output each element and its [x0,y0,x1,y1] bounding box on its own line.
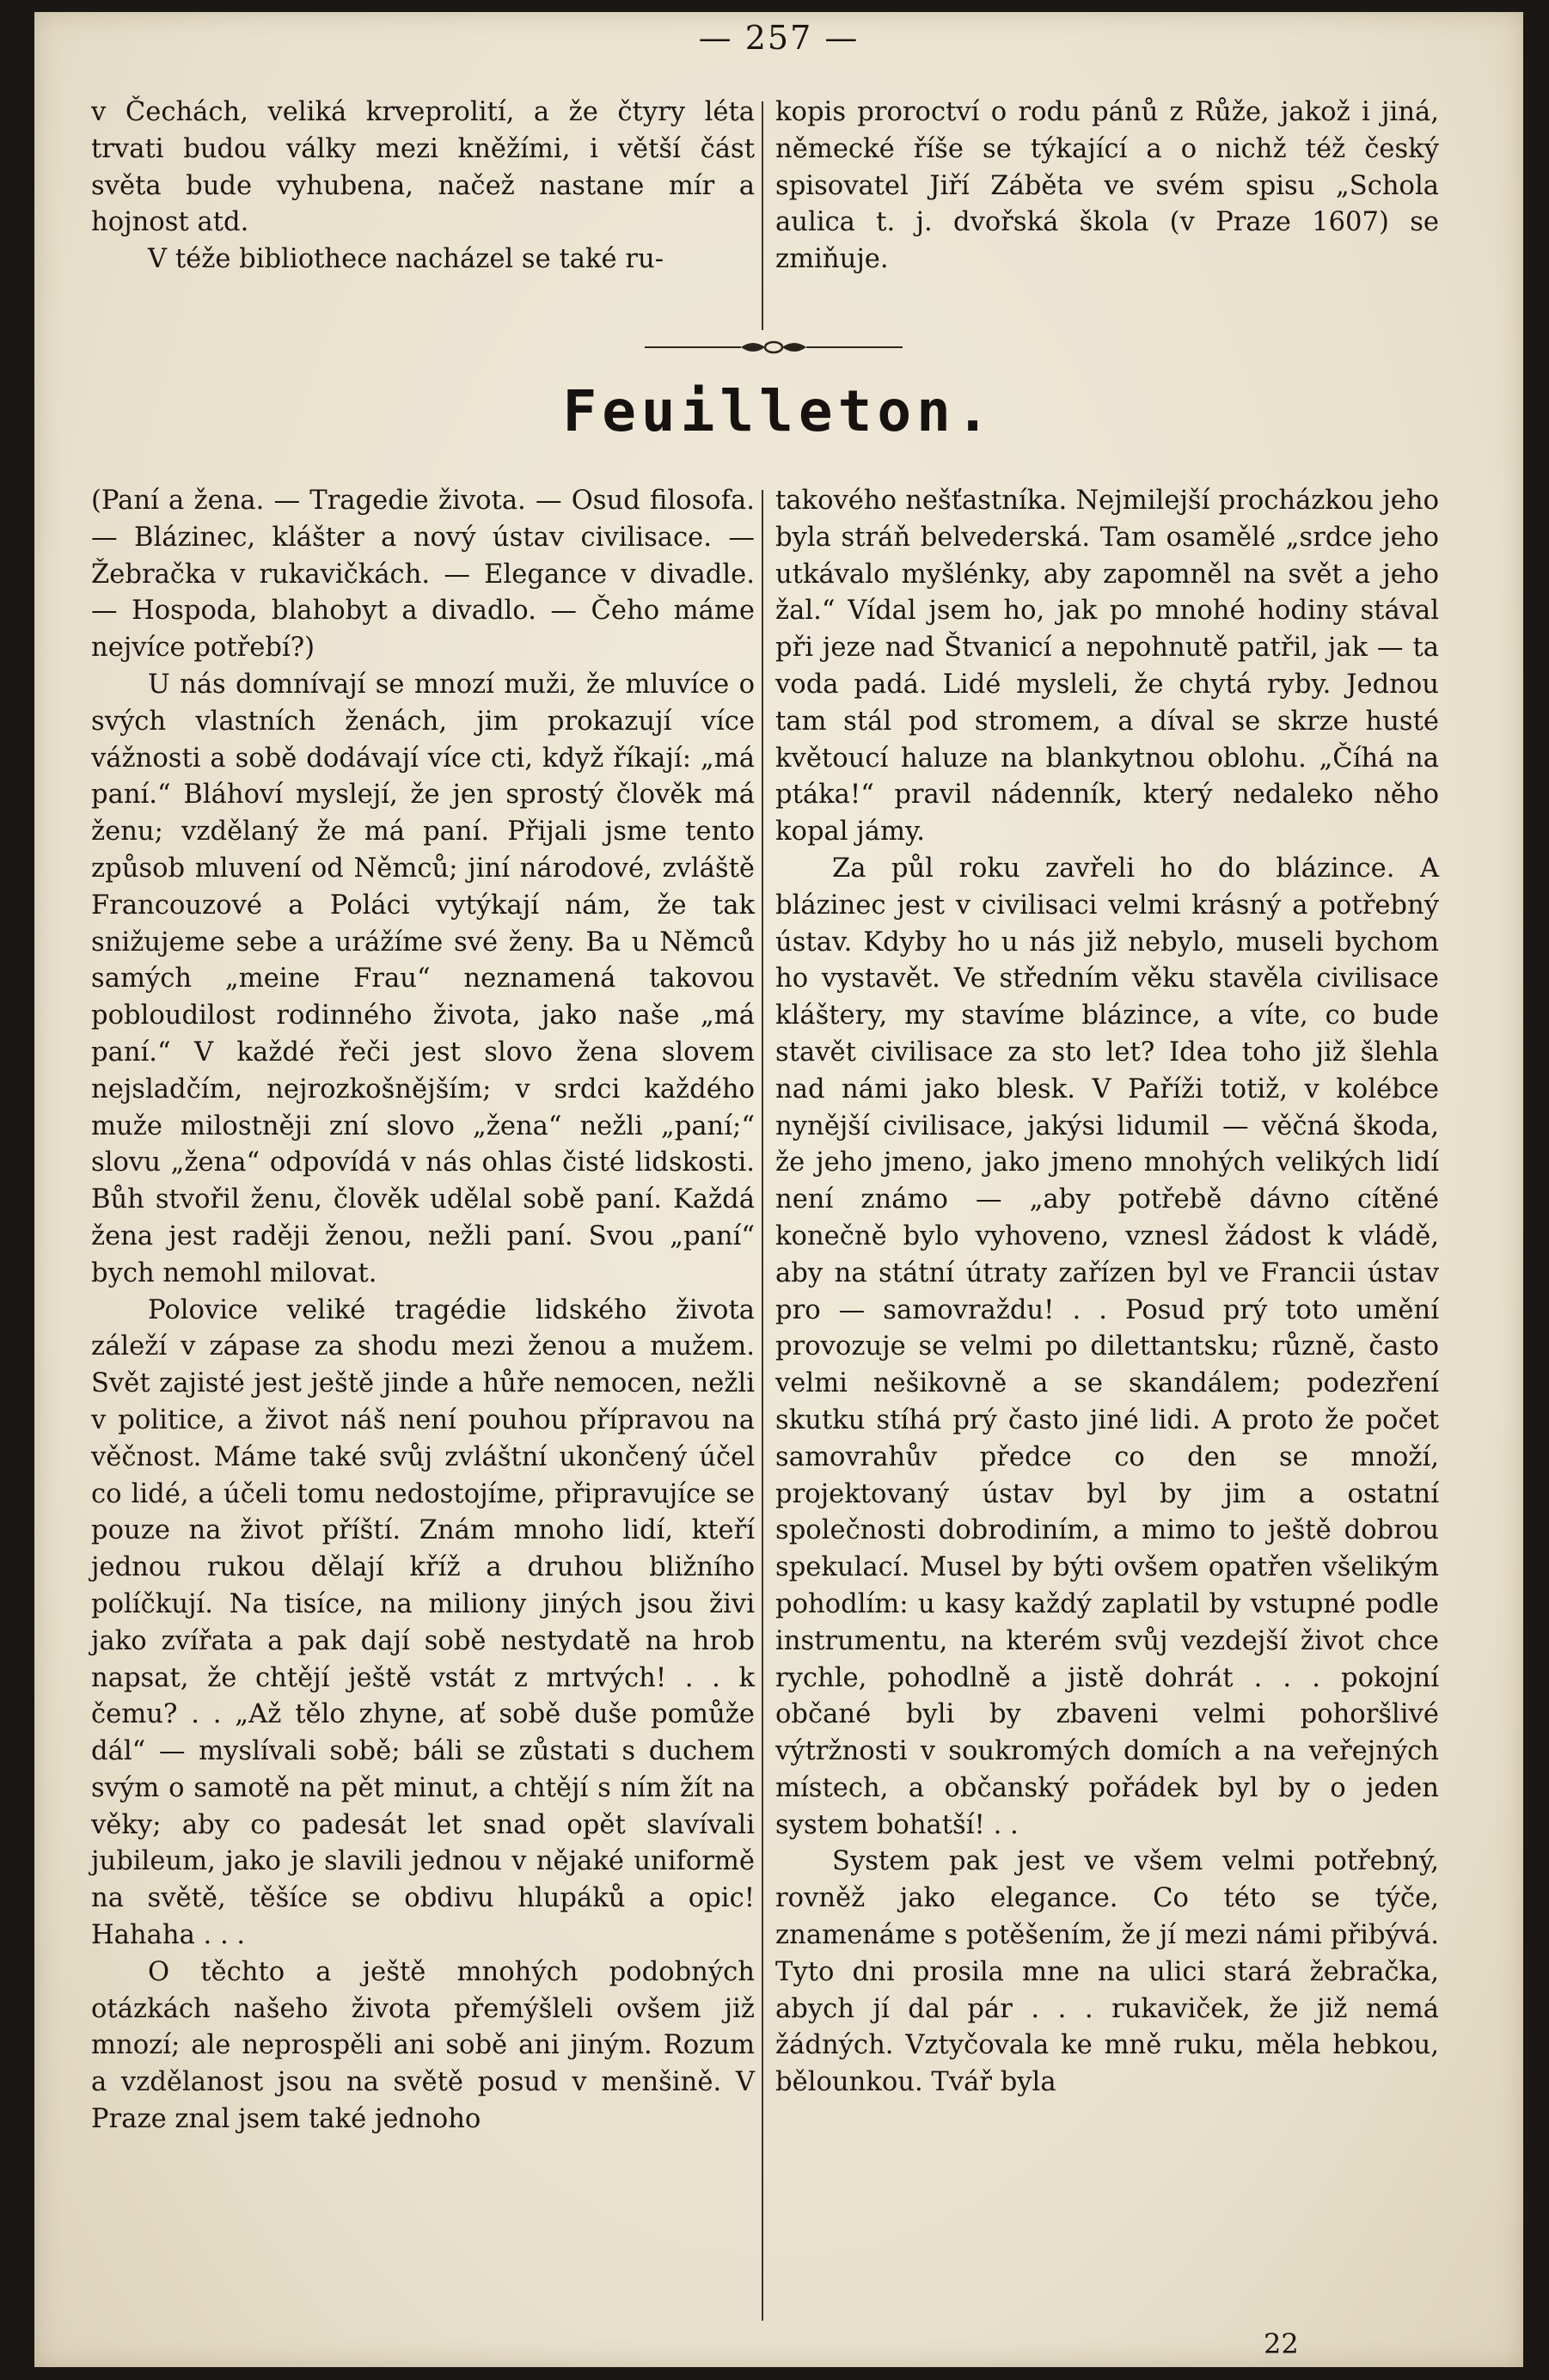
page-number: — 257 — [698,19,860,57]
right-column [775,483,1439,2102]
paragraph: (Paní a žena. — Tragedie života. — Osud filosofa. — Blázinec, klášter a nový ústav civilisace. — Žebračka v rukavičkách. — Elegance v divadle. — Hospoda, blahobyt a divadlo. — Čeho máme nejvíce potřebí?) [91,486,755,664]
ornament-divider [645,337,903,358]
paragraph: O těchto a ještě mnohých podobných otázkách našeho života přemýšleli ovšem již mnozí; ale neprospěli ani sobě ani jiným. Rozum a vzdělanost jsou na světě posud v menšině. V Praze znal jsem také jednoho [91,1956,755,2135]
paragraph: Polovice veliké tragédie lidského života záleží v zápase za shodu mezi ženou a mužem. Svět zajisté jest ještě jinde a hůře nemocen, nežli v politice, a život náš není pouhou přípravou na věčnost. Máme také svůj zvláštní ukončený účel co lidé, a účeli tomu nedostojíme, připravujíce se pouze na život příští. Znám mnoho lidí, kteří jednou rukou dělají kříž a druhou bližního políčkují. Na tisíce, na miliony jiných jsou živi jako zvířata a pak dají sobě nestydatě na hrob napsat, že chtějí ještě vstát z mrtvých! . . k čemu? . . „Až tělo zhyne, ať sobě duše pomůže dál“ — myslívali sobě; báli se zůstati s duchem svým o samotě na pět minut, a chtějí s ním žít na věky; aby co padesát let snad opět slavívali jubileum, jako je slavili jednou v nějaké uniformě na světě, těšíce se obdivu hlupáků a opic! Hahaha . . . [91,1294,755,1951]
top-right-column [775,95,1439,278]
newspaper-page [34,12,1523,2367]
paragraph: U nás domnívají se mnozí muži, že mluvíce o svých vlastních ženách, jim prokazují více vážnosti a sobě dodávají více cti, když říkají: „má paní.“ Bláhoví myslejí, že jen sprostý člověk má ženu; vzdělaný že má paní. Přijali jsme tento způsob mluvení od Němců; jiní národové, zvláště Francouzové a Poláci vytýkají nám, že tak snižujeme sebe a urážíme své ženy. Ba u Němců samých „meine Frau“ neznamená takovou pobloudilost rodinného života, jako naše „má paní.“ V každé řeči jest slovo žena slovem nejsladčím, nejrozkošnějším; v srdci každého muže milostněji zní slovo „žena“ nežli „paní;“ slovu „žena“ odpovídá v nás ohlas čisté lidskosti. Bůh stvořil ženu, člověk udělal sobě paní. Každá žena jest raději ženou, nežli paní. Svou „paní“ bych nemohl milovat. [91,669,755,1288]
paragraph: kopis proroctví o rodu pánů z Růže, jakož i jiná, německé říše se týkající a o nichž též český spisovatel Jiří Záběta ve svém spisu „Schola aulica t. j. dvořská škola (v Praze 1607) se zmiňuje. [775,97,1439,275]
section-title: Feuilleton. [562,378,995,444]
top-left-column [91,95,755,278]
left-column [91,483,755,2138]
paragraph: System pak jest ve všem velmi potřebný, rovněž jako elegance. Co této se týče, znamenáme s potěšením, že jí mezi námi přibývá. Tyto dni prosila mne na ulici stará žebračka, abych jí dal pár . . . rukaviček, že již nemá žádných. Vztyčovala ke mně ruku, měla hebkou, bělounkou. Tvář byla [775,1846,1439,2098]
paragraph: takového nešťastníka. Nejmilejší procházkou jeho byla stráň belvederská. Tam osamělé „srdce jeho utkávalo myšlénky, aby zapomněl na svět a jeho žal.“ Vídal jsem ho, jak po mnohé hodiny stával při jeze nad Štvanicí a nepohnutě patřil, jak — ta voda padá. Lidé mysleli, že chytá ryby. Jednou tam stál pod stromem, a díval se skrze husté květoucí haluze na blankytnou oblohu. „Číhá na ptáka!“ pravil nádenník, který nedaleko něho kopal jámy. [775,486,1439,847]
paragraph: V téže bibliothece nacházel se také ru- [148,244,664,275]
signature-mark: 22 [1264,2328,1299,2360]
column-divider [762,101,763,330]
paragraph: Za půl roku zavřeli ho do blázince. A blázinec jest v civilisaci velmi krásný a potřebný ústav. Kdyby ho u nás již nebylo, museli bychom ho vystavět. Ve středním věku stavěla civilisace kláštery, my stavíme blázince, a víte, co bude stavět civilisace za sto let? Idea toho již šlehla nad námi jako blesk. V Paříži totiž, v kolébce nynější civilisace, jakýsi lidumil — věčná škoda, že jeho jmeno, jako jmeno mnohých velikých lidí není známo — „aby potřebě dávno cítěné konečně bylo vyhoveno, vznesl žádost k vládě, aby na státní útraty zařízen byl ve Francii ústav pro — samovraždu! . . Posud prý toto umění provozuje se velmi po dilettantsku; různě, často velmi nešikovně a se skandálem; podezření skutku stíhá prý často jiné lidi. A proto že počet samovrahův předce co den se množí, projektovaný ústav byl by jim a ostatní společnosti dobrodiním, a mimo to ještě dobrou spekulací. Musel by býti ovšem opatřen všelikým pohodlím: u kasy každý zaplatil by vstupné podle instrumentu, na kterém svůj vezdejší život chce rychle, pohodlně a jistě dohrát . . . pokojní občané byli by zbaveni velmi pohoršlivé výtržnosti v soukromých domích a na veřejných místech, a občanský pořádek byl by o jeden system bohatší! . . [775,853,1439,1840]
paragraph: v Čechách, veliká krveprolití, a že čtyry léta trvati budou války mezi kněžími, i větší část světa bude vyhubena, načež nastane mír a hojnost atd. [91,97,755,238]
column-divider [762,490,763,2321]
